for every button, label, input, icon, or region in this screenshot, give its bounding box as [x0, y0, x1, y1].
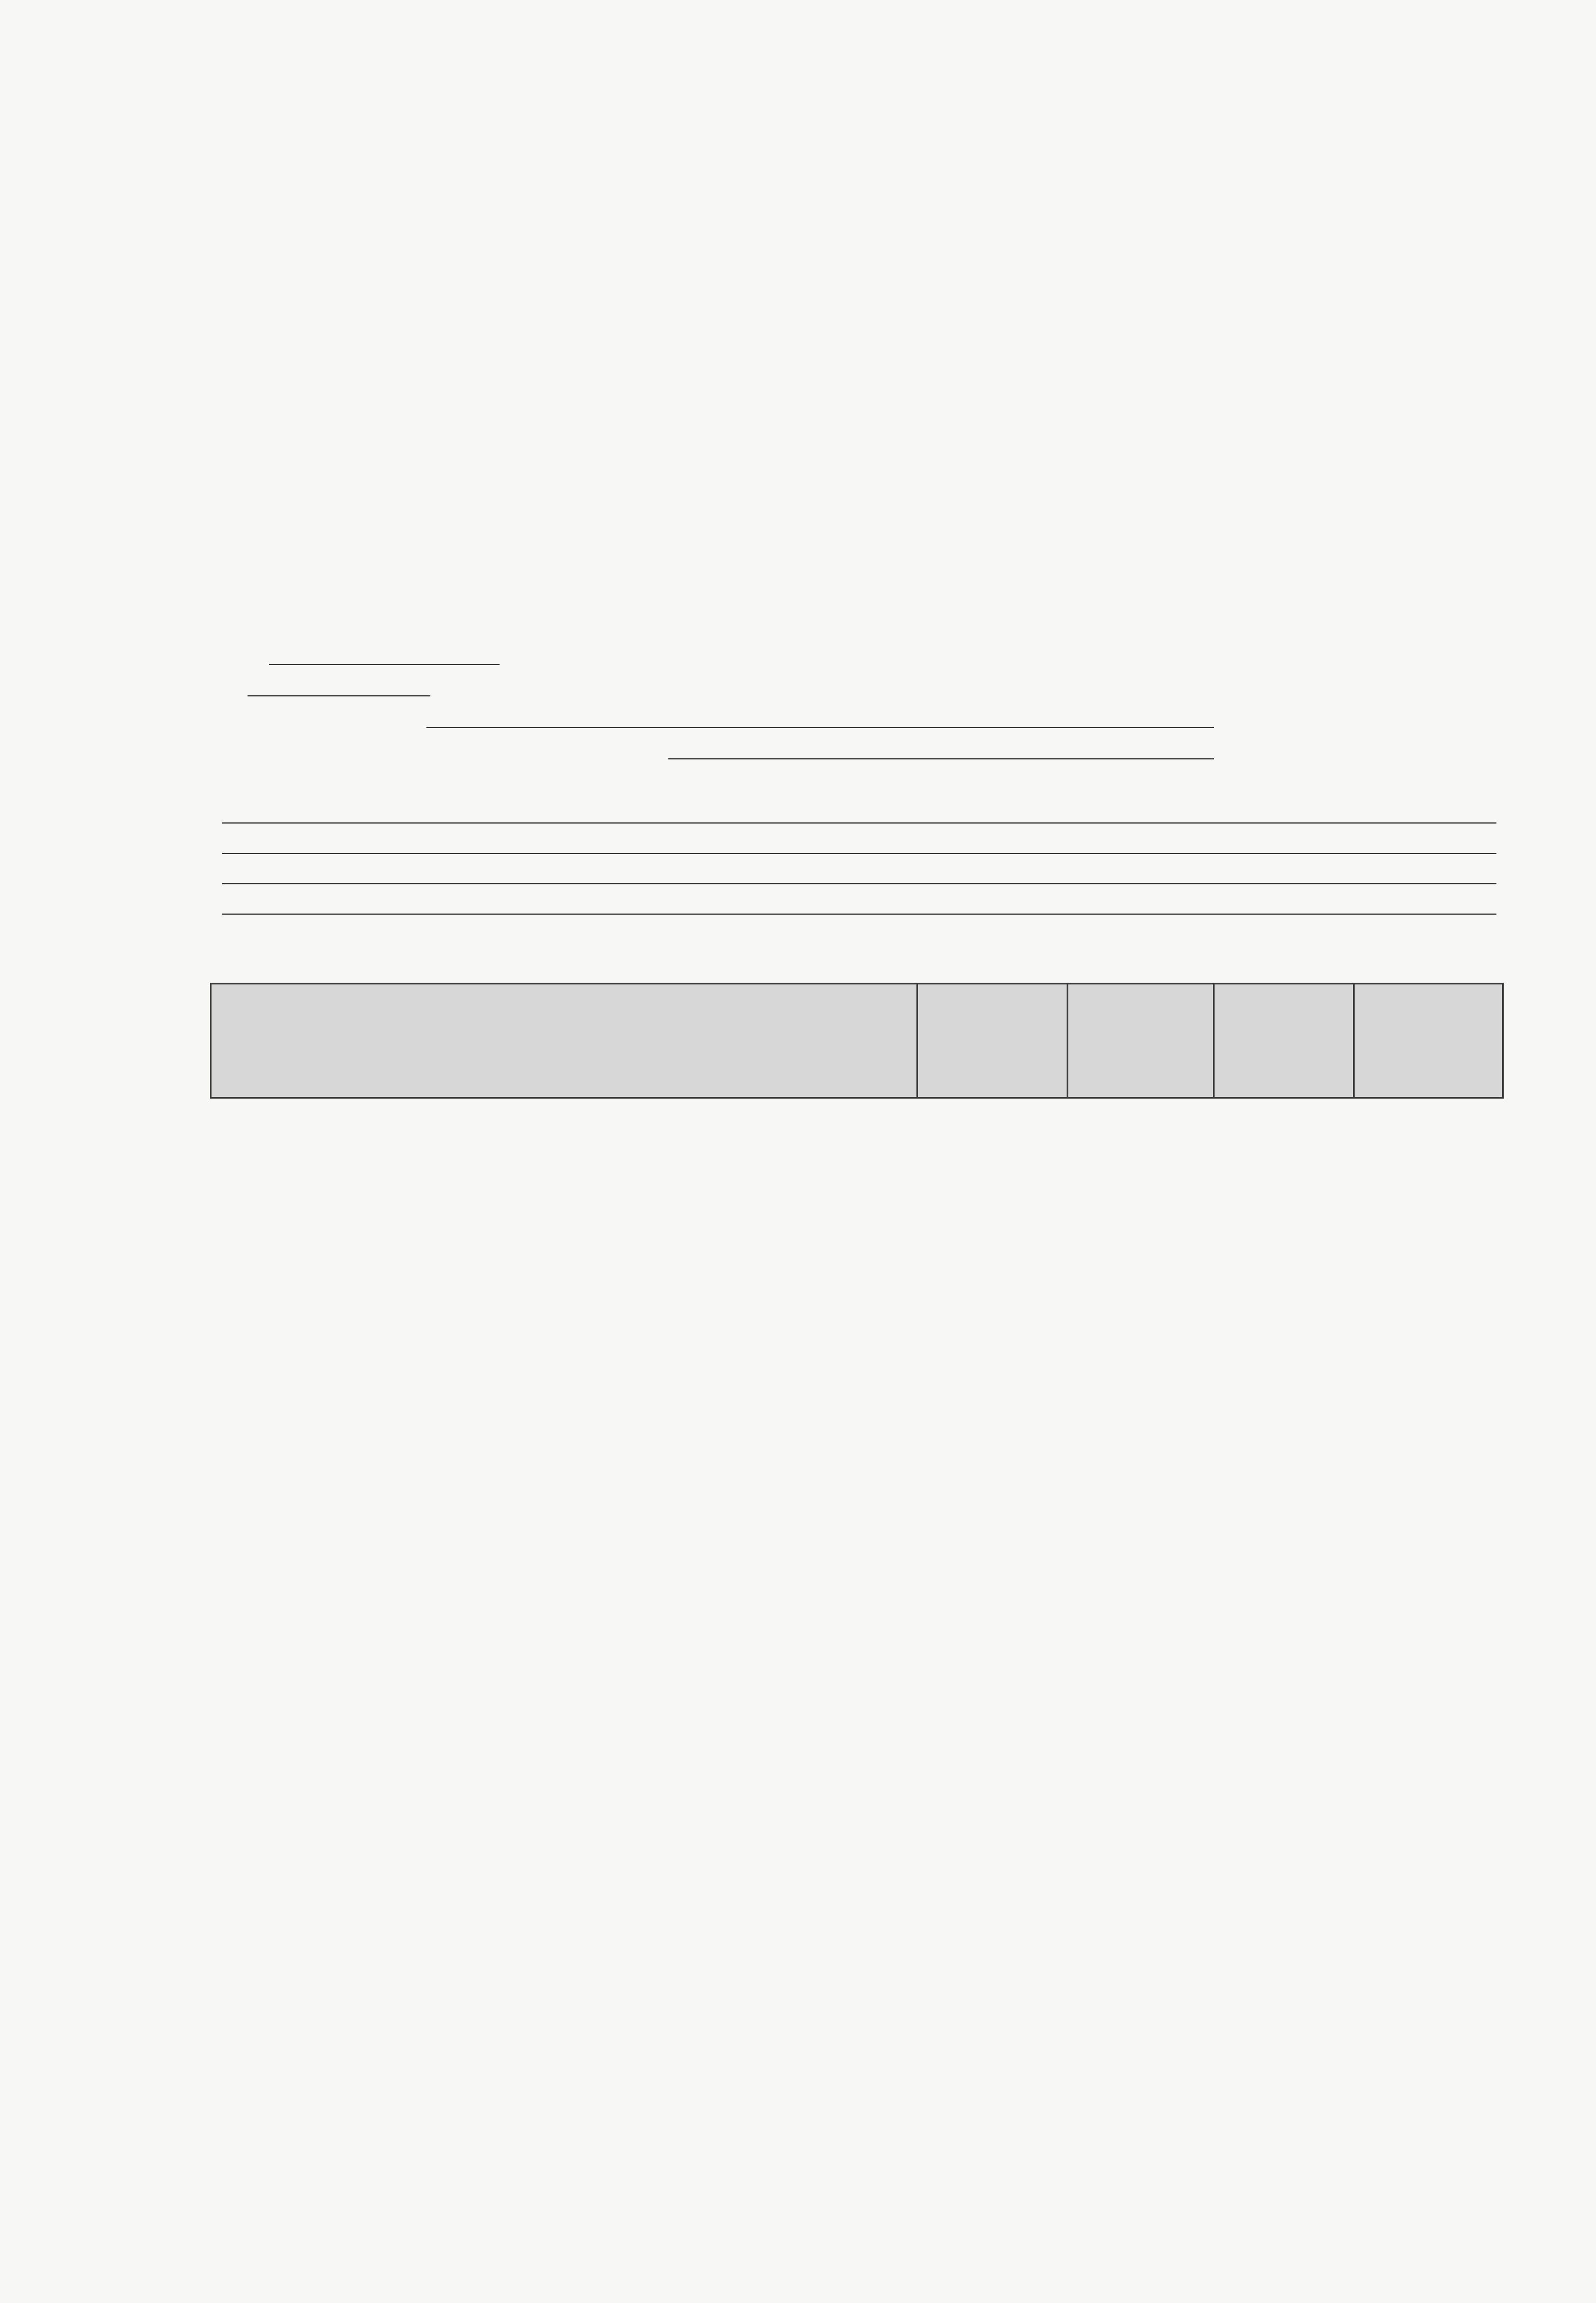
header-indicator: [211, 984, 918, 1098]
commission-underline-2: [222, 853, 1496, 854]
commission-underline-1: [222, 822, 1496, 824]
date-underline: [269, 664, 500, 665]
commission-underline-4: [222, 914, 1496, 915]
header-not-complies: [1213, 984, 1354, 1098]
number-underline: [248, 695, 430, 696]
header-note: [1354, 984, 1503, 1098]
header-complies: [1067, 984, 1213, 1098]
supplier-underline: [668, 758, 1214, 759]
table-header-row: [211, 984, 1503, 1098]
header-required: [918, 984, 1068, 1098]
commission-underline-3: [222, 883, 1496, 884]
inspection-table: [210, 983, 1504, 1099]
org-underline: [426, 727, 1214, 728]
